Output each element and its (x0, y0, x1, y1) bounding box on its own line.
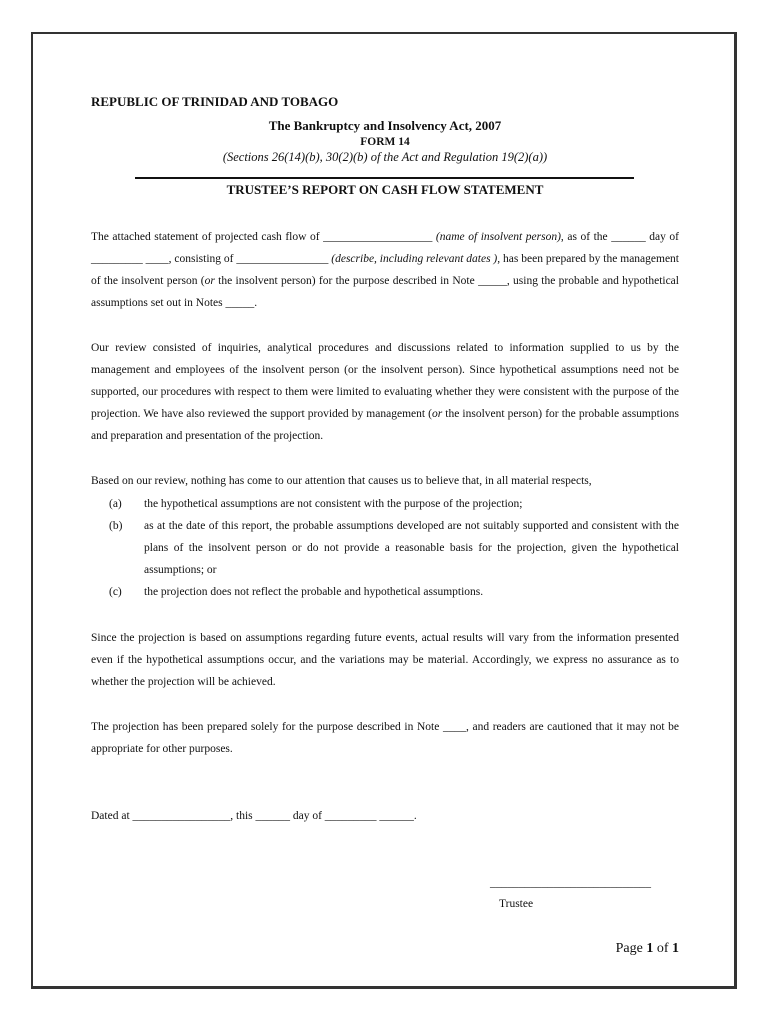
paragraph-italic-text: (describe, including relevant dates ) (331, 253, 498, 265)
page-total: 1 (672, 941, 679, 956)
paragraph-text: Our review consisted of inquiries, analytical procedures and discussions related to information supplied to us by the management and employees of the insolvent person (or the insolvent person). Since hypothetical assumptions need not be supported, our procedures with respect to them were limited to evaluating whether they were consistent with the purpose of the projection. We have also reviewed the support provided by management ( (91, 342, 679, 420)
list-item (91, 581, 679, 603)
paragraph-text: , has been prepared by the management of the insolvent person ( (91, 253, 679, 287)
act-title: The Bankruptcy and Insolvency Act, 2007 (268, 118, 502, 133)
list-text: the projection does not reflect the probable and hypothetical assumptions. (144, 586, 484, 598)
paragraph-text: The attached statement of projected cash flow of ___________________ (91, 231, 436, 243)
paragraph-text: the insolvent person) for the probable assumptions and preparation and presentation of the projection. (91, 408, 679, 442)
list-text: as at the date of this report, the probable assumptions developed are not suitably supported and consistent with the plans of the insolvent person or do not provide a reasonable basis for the projection, given the hypothetical assumptions; or (144, 520, 679, 576)
signature-line: ____________________________ (490, 877, 651, 889)
paragraph-italic-text: or (204, 275, 215, 287)
conditions-list (91, 493, 679, 603)
paragraph-italic-text: or (431, 408, 443, 420)
dated-line: Dated at _________________, this ______ day of _________ ______. (91, 810, 417, 822)
paragraph-italic-text: (name of insolvent person) (435, 231, 561, 243)
paragraph-future-events: Since the projection is based on assumptions regarding future events, actual results will vary from the information presented even if the hypothetical assumptions occur, and the variations may be material. Accordingly, we express no assurance as to whether the projection will be achieved. (91, 632, 679, 688)
paragraph-text: , as of the ______ day of _________ ____, consisting of ________________ (91, 231, 679, 265)
paragraph-review-conclusion: Based on our review, nothing has come to our attention that causes us to believe that, in all material respects, (91, 475, 592, 487)
signature-label: Trustee (499, 898, 534, 910)
paragraph-review-scope (91, 337, 679, 447)
page-number (616, 941, 679, 957)
list-marker: (c) (109, 586, 122, 598)
page-current: 1 (646, 941, 654, 956)
paragraph-purpose-caution: The projection has been prepared solely for the purpose described in Note ____, and readers are cautioned that it may not be appropriate for other purposes. (91, 721, 679, 755)
paragraph-text: the insolvent person) for the purpose described in Note _____, using the probable and hypothetical assumptions set out in Notes _____. (91, 275, 679, 309)
page-word: Page (615, 941, 647, 956)
title-rule (135, 177, 634, 179)
list-marker: (a) (109, 498, 122, 510)
list-text: the hypothetical assumptions are not consistent with the purpose of the projection; (144, 498, 523, 510)
form-number: FORM 14 (360, 136, 410, 148)
paragraph-cash-flow-statement (91, 226, 679, 314)
report-title: TRUSTEE’S REPORT ON CASH FLOW STATEMENT (226, 182, 544, 197)
list-item (91, 493, 679, 515)
list-marker: (b) (109, 520, 123, 532)
page-of: of (653, 941, 672, 956)
country-heading: REPUBLIC OF TRINIDAD AND TOBAGO (91, 94, 339, 109)
sections-reference: (Sections 26(14)(b), 30(2)(b) of the Act and Regulation 19(2)(a)) (222, 150, 548, 164)
list-item (91, 515, 679, 581)
